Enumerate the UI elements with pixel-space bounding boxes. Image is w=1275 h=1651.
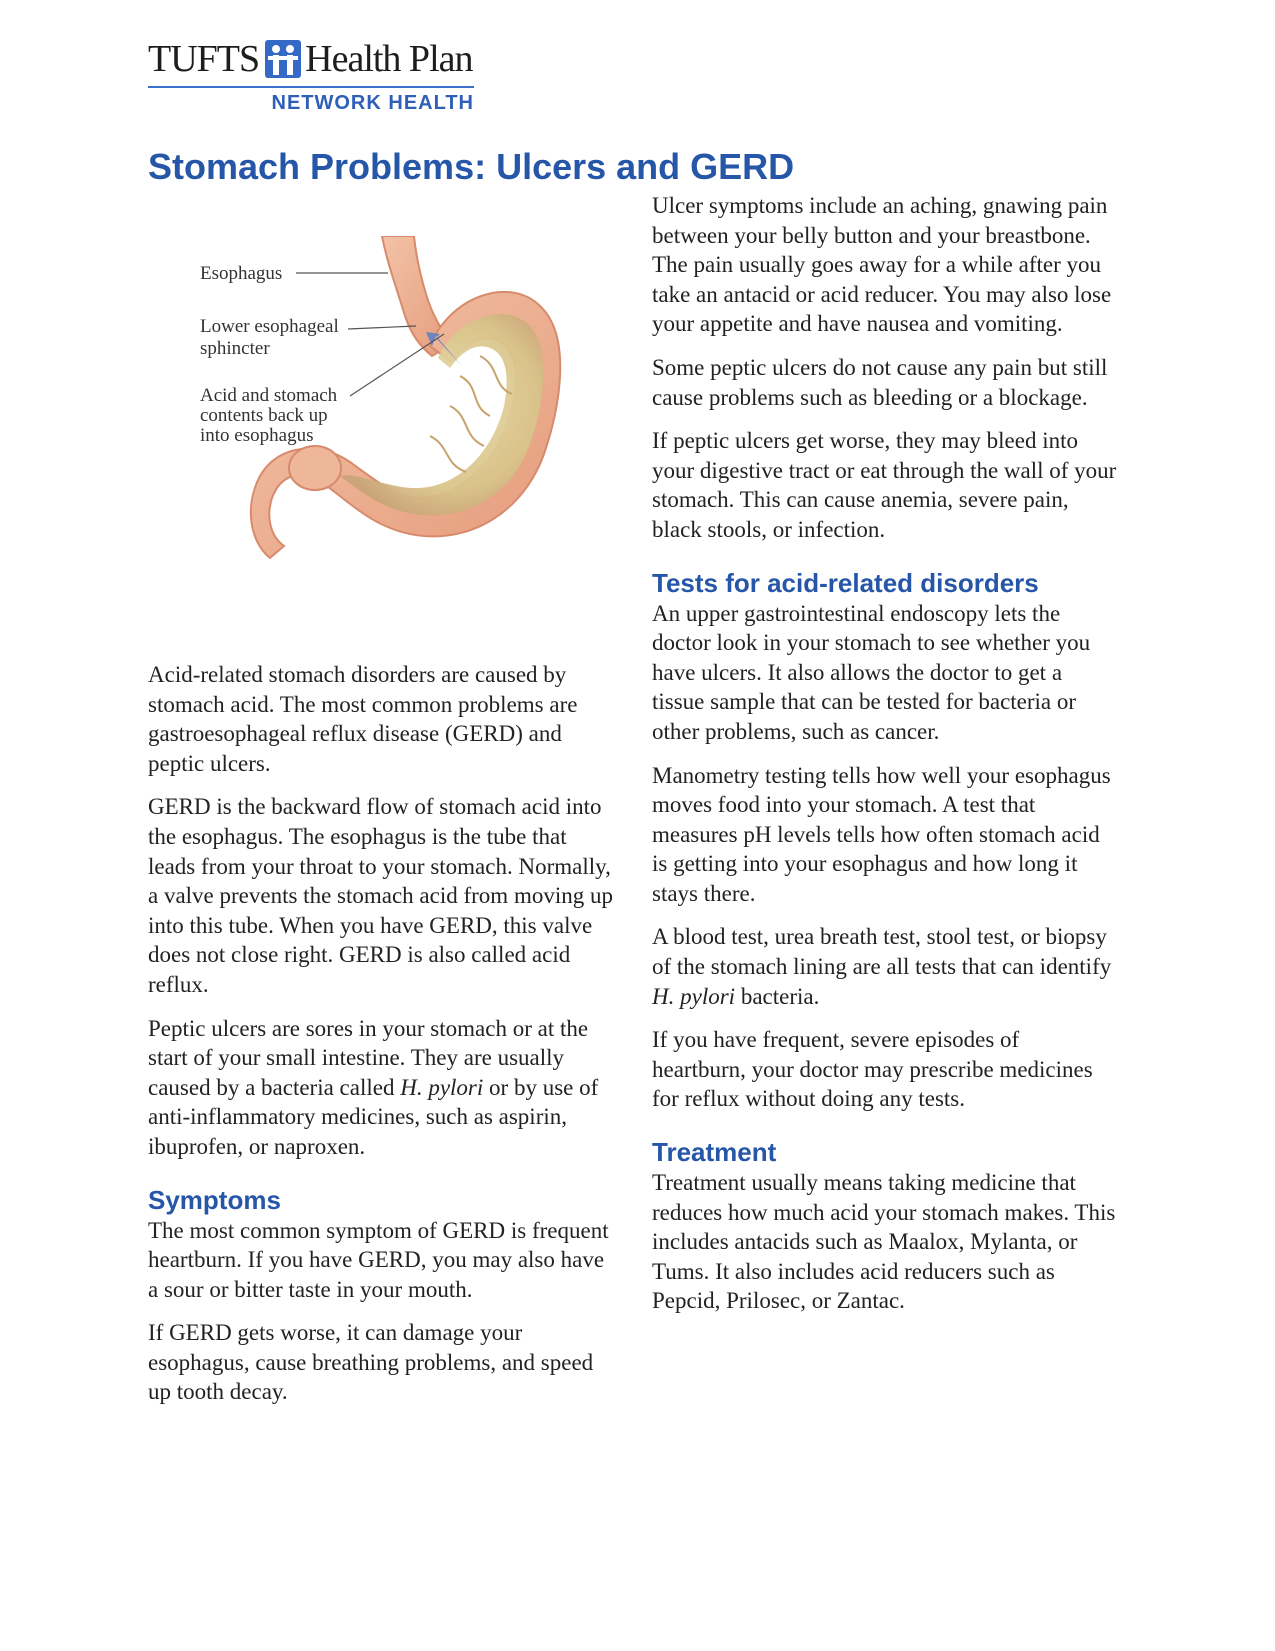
ulcer-worse-paragraph: If peptic ulcers get worse, they may bleed into your digestive tract or eat through the wall of your stomach. This can cause anemia, severe pain, black stools, or infection. <box>652 428 1117 542</box>
logo-divider <box>148 86 474 88</box>
intro-paragraph: Acid-related stomach disorders are caused by stomach acid. The most common problems are gastroesophageal reflux disease (GERD) and peptic ulcers. <box>148 662 578 776</box>
heartburn-prescription-paragraph: If you have frequent, severe episodes of heartburn, your doctor may prescribe medicines for reflux without doing any tests. <box>652 1027 1093 1112</box>
left-column <box>148 660 614 1421</box>
h-pylori-tests-text-b: bacteria. <box>735 983 820 1009</box>
stomach-diagram <box>200 236 600 636</box>
page-title: Stomach Problems: Ulcers and GERD <box>148 146 795 187</box>
tests-heading: Tests for acid-related disorders <box>652 567 1039 598</box>
treatment-paragraph: Treatment usually means taking medicine that reduces how much acid your stomach makes. This includes antacids such as Maalox, Mylanta, or Tums. It also includes acid reducers such as Pepcid, Prilosec, or Zantac. <box>652 1170 1116 1314</box>
h-pylori-term-2: H. pylori <box>652 983 736 1009</box>
h-pylori-tests-paragraph <box>652 922 1118 1011</box>
label-acid-line1: Acid and stomach <box>200 385 338 406</box>
gerd-definition-paragraph: GERD is the backward flow of stomach acid into the esophagus. The esophagus is the tube that leads from your throat to your stomach. Normally, a valve prevents the stomach acid from moving up into this tube. When you have GERD, this valve does not close right. GERD is also called acid reflux. <box>148 794 613 997</box>
h-pylori-tests-text-a: A blood test, urea breath test, stool test, or biopsy of the stomach lining are all tests that can identify <box>652 924 1112 980</box>
label-acid-line2: contents back up <box>200 405 328 426</box>
peptic-ulcer-text-b: or by use of anti-inflammatory medicines, such as aspirin, ibuprofen, or naproxen. <box>148 1074 599 1159</box>
label-esophagus: Esophagus <box>200 263 283 284</box>
logo-health-plan-text: Health Plan <box>305 38 473 80</box>
pylorus-shape <box>289 446 341 490</box>
symptoms-heading: Symptoms <box>148 1184 281 1215</box>
logo-family-icon <box>265 40 301 78</box>
right-column <box>652 191 1118 1330</box>
label-acid-line3: into esophagus <box>200 425 314 446</box>
label-les-line2: sphincter <box>200 338 270 359</box>
logo-tufts-text: TUFTS <box>148 38 260 80</box>
gerd-worse-paragraph: If GERD gets worse, it can damage your esophagus, cause breathing problems, and speed up tooth decay. <box>148 1320 594 1405</box>
peptic-ulcer-paragraph <box>148 1014 614 1162</box>
logo-wordmark <box>148 36 474 82</box>
tufts-health-plan-logo <box>148 36 474 115</box>
endoscopy-paragraph: An upper gastrointestinal endoscopy lets the doctor look in your stomach to see whether you have ulcers. It also allows the doctor to get a tissue sample that can be tested for bacteria or other problems, such as cancer. <box>652 600 1091 744</box>
treatment-heading: Treatment <box>652 1137 777 1168</box>
peptic-ulcer-text-a: Peptic ulcers are sores in your stomach or at the start of your small intestine. They are usually caused by a bacteria called <box>148 1015 589 1100</box>
logo-network-health: NETWORK HEALTH <box>271 92 474 114</box>
gerd-symptom-paragraph: The most common symptom of GERD is frequent heartburn. If you have GERD, you may also have a sour or bitter taste in your mouth. <box>148 1217 609 1302</box>
label-les-line1: Lower esophageal <box>200 316 339 337</box>
ulcer-symptom-paragraph: Ulcer symptoms include an aching, gnawing pain between your belly button and your breastbone. The pain usually goes away for a while after you take an antacid or acid reducer. You may also lose your appetite and have nausea and vomiting. <box>652 193 1112 337</box>
stomach-illustration <box>200 236 600 636</box>
manometry-paragraph: Manometry testing tells how well your esophagus moves food into your stomach. A test that measures pH levels tells how often stomach acid is getting into your esophagus and how long it stays there. <box>652 762 1111 906</box>
painless-ulcer-paragraph: Some peptic ulcers do not cause any pain but still cause problems such as bleeding or a blockage. <box>652 354 1108 410</box>
h-pylori-term: H. pylori <box>400 1074 484 1100</box>
